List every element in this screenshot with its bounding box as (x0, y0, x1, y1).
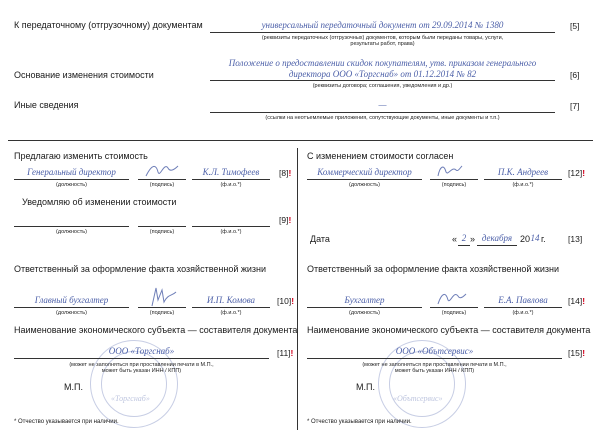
left-responsible-fio-line (192, 307, 270, 308)
left-responsible-position-line (14, 307, 129, 308)
propose-fio-line (192, 179, 270, 180)
date-day-line (458, 245, 470, 246)
left-entity-label: Наименование экономического субъекта — составителя документа (14, 325, 298, 335)
right-responsible-position-caption: (должность) (349, 310, 380, 316)
transfer-doc-value: универсальный передаточный документ от 29.09.2014 № 1380 (261, 20, 504, 30)
date-day: 2 (461, 233, 467, 243)
notify-position-caption: (должность) (56, 229, 87, 235)
propose-signature-line (138, 179, 186, 180)
right-entity-caption: (может не заполняться при проставлении печати в М.П., может быть указан ИНН / КПП) (362, 362, 507, 374)
notify-fio-line (192, 226, 270, 227)
signature-icon (434, 160, 464, 180)
agree-fio-caption: (ф.и.о.*) (512, 182, 534, 188)
company-stamp-text: «Обътсервис» (393, 394, 443, 403)
price-change-basis-value-2: директора ООО «Торгснаб» от 01.12.2014 № 82 (288, 69, 477, 79)
notify-position-line (14, 226, 129, 227)
section-divider (8, 140, 593, 141)
price-change-basis-caption: (реквизиты договора; соглашения, уведомления и др.) (312, 83, 453, 89)
date-month: декабря (481, 233, 513, 243)
left-responsible-signature-line (138, 307, 186, 308)
date-year-word: г. (541, 234, 546, 244)
left-responsible-fio-value: И.П. Комова (206, 295, 256, 305)
right-entity-line (307, 358, 562, 359)
ref-6: [6] (570, 70, 580, 80)
price-change-basis-value-1: Положение о предоставлении скидок покупателям, утв. приказом генерального (228, 58, 537, 68)
ref-12: [12]! (568, 168, 586, 178)
right-footnote: * Отчество указывается при наличии. (307, 419, 412, 425)
date-open-quote: « (452, 234, 458, 244)
agree-position-line (307, 179, 422, 180)
right-entity-label: Наименование экономического субъекта — составителя документа (307, 325, 591, 335)
ref-5: [5] (570, 21, 580, 31)
left-entity-line (14, 358, 269, 359)
transfer-doc-caption: (реквизиты передаточных (отгрузочных) документов, которым были переданы товары, услуги, результаты работ, права) (261, 35, 504, 47)
left-responsible-label: Ответственный за оформление факта хозяйственной жизни (14, 264, 267, 274)
date-month-line (477, 245, 517, 246)
propose-change-label: Предлагаю изменить стоимость (14, 151, 148, 161)
transfer-doc-underline (210, 32, 555, 33)
notify-change-label: Уведомляю об изменении стоимости (22, 197, 177, 207)
propose-position-caption: (должность) (56, 182, 87, 188)
right-responsible-fio-value: Е.А. Павлова (498, 295, 548, 305)
right-responsible-position-value: Бухгалтер (344, 295, 385, 305)
notify-signature-line (138, 226, 186, 227)
left-entity-value: ООО «Торгснаб» (108, 346, 175, 356)
agree-position-value: Коммерческий директор (317, 167, 412, 177)
ref-13: [13] (568, 234, 583, 244)
ref-14: [14]! (568, 296, 586, 306)
ref-7: [7] (570, 101, 580, 111)
right-seal-place: М.П. (356, 382, 375, 392)
price-change-basis-label: Основание изменения стоимости (14, 70, 154, 80)
signature-icon (146, 284, 180, 308)
price-change-basis-underline (210, 80, 555, 81)
transfer-doc-label: К передаточному (отгрузочному) документам (14, 20, 203, 30)
date-close-quote: » (470, 234, 476, 244)
propose-signature-caption: (подпись) (149, 182, 175, 188)
agree-position-caption: (должность) (349, 182, 380, 188)
propose-position-value: Генеральный директор (27, 167, 116, 177)
right-entity-value: ООО «Обътсервис» (395, 346, 474, 356)
company-stamp-text: «Торгснаб» (111, 394, 150, 403)
ref-8: [8]! (279, 168, 292, 178)
other-info-underline (210, 112, 555, 113)
ref-15: [15]! (568, 348, 586, 358)
notify-fio-caption: (ф.и.о.*) (220, 229, 242, 235)
left-entity-caption: (может не заполняться при проставлении печати в М.П., может быть указан ИНН / КПП) (69, 362, 214, 374)
left-responsible-position-caption: (должность) (56, 310, 87, 316)
agree-signature-line (430, 179, 478, 180)
right-responsible-label: Ответственный за оформление факта хозяйственной жизни (307, 264, 560, 274)
ref-11: [11]! (277, 348, 294, 358)
right-responsible-fio-line (484, 307, 562, 308)
propose-position-line (14, 179, 129, 180)
left-seal-place: М.П. (64, 382, 83, 392)
agree-fio-value: П.К. Андреев (497, 167, 549, 177)
propose-fio-caption: (ф.и.о.*) (220, 182, 242, 188)
ref-10: [10]! (277, 296, 295, 306)
other-info-caption: (ссылки на неотъемлемые приложения, сопутствующие документы, иные документы и т.п.) (265, 115, 500, 121)
right-responsible-signature-caption: (подпись) (441, 310, 467, 316)
ref-9: [9]! (279, 215, 292, 225)
date-year: 14 (530, 233, 540, 243)
propose-fio-value: К.Л. Тимофеев (202, 167, 260, 177)
notify-signature-caption: (подпись) (149, 229, 175, 235)
left-responsible-position-value: Главный бухгалтер (34, 295, 109, 305)
signature-icon (436, 286, 468, 308)
left-responsible-fio-caption: (ф.и.о.*) (220, 310, 242, 316)
column-divider (297, 148, 298, 430)
left-responsible-signature-caption: (подпись) (149, 310, 175, 316)
right-responsible-fio-caption: (ф.и.о.*) (512, 310, 534, 316)
right-responsible-position-line (307, 307, 422, 308)
signature-icon (144, 160, 180, 180)
date-label: Дата (310, 234, 330, 244)
other-info-label: Иные сведения (14, 100, 79, 110)
other-info-value: — (378, 100, 387, 110)
right-responsible-signature-line (430, 307, 478, 308)
agree-signature-caption: (подпись) (441, 182, 467, 188)
agree-change-label: С изменением стоимости согласен (307, 151, 454, 161)
agree-fio-line (484, 179, 562, 180)
left-footnote: * Отчество указывается при наличии. (14, 419, 119, 425)
date-year-prefix: 20 (520, 234, 531, 244)
